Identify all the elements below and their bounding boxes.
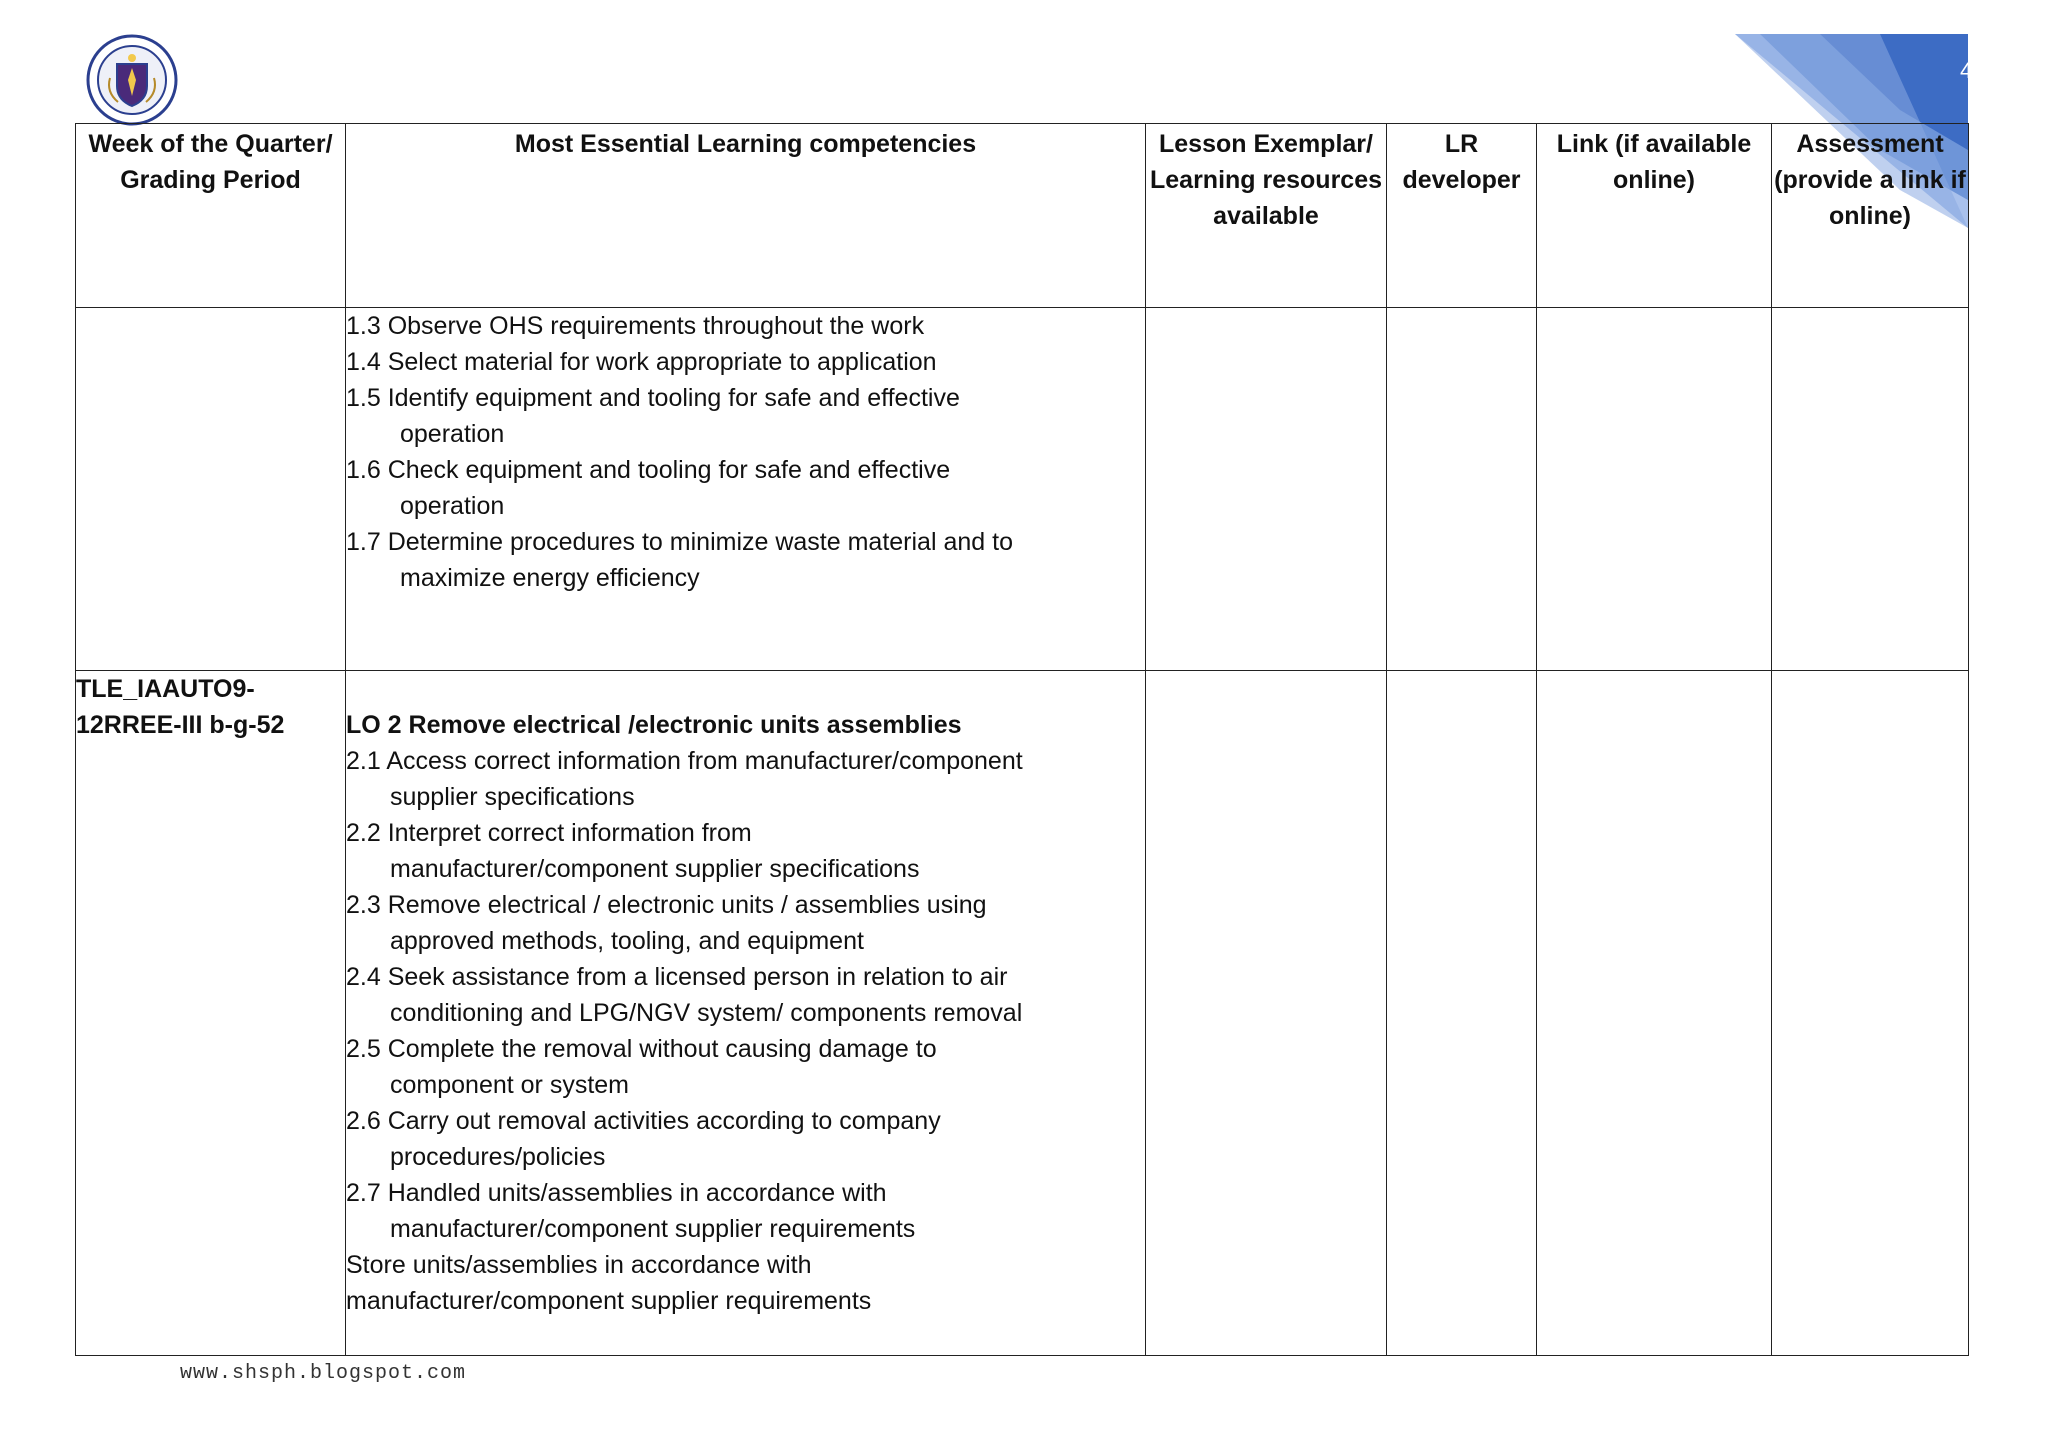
lesson-exemplar-cell bbox=[1146, 308, 1387, 671]
link-cell bbox=[1537, 671, 1772, 1356]
competency-line: 1.4 Select material for work appropriate to application bbox=[346, 348, 937, 376]
competency-line: 1.7 Determine procedures to minimize waste material and to bbox=[346, 528, 1013, 556]
competency-line: conditioning and LPG/NGV system/ components removal bbox=[390, 999, 1023, 1027]
header-competencies: Most Essential Learning competencies bbox=[346, 124, 1146, 308]
competency-line: procedures/policies bbox=[390, 1143, 606, 1171]
competency-line: 1.6 Check equipment and tooling for safe and effective bbox=[346, 456, 951, 484]
competency-line: 2.1 Access correct information from manufacturer/component bbox=[346, 747, 1023, 775]
lr-developer-cell bbox=[1387, 308, 1537, 671]
week-cell: TLE_IAAUTO9-12RREE-III b-g-52 bbox=[76, 671, 346, 1356]
deped-seal-icon bbox=[86, 34, 178, 126]
competency-line: 2.2 Interpret correct information from bbox=[346, 819, 752, 847]
assessment-cell bbox=[1772, 671, 1969, 1356]
header-link: Link (if available online) bbox=[1537, 124, 1772, 308]
competency-line: operation bbox=[400, 420, 505, 448]
header-week: Week of the Quarter/ Grading Period bbox=[76, 124, 346, 308]
footer-url: www.shsph.blogspot.com bbox=[180, 1362, 467, 1385]
competency-line: manufacturer/component supplier specifications bbox=[390, 855, 920, 883]
competency-line: manufacturer/component supplier requirements bbox=[346, 1287, 872, 1315]
header-assessment: Assessment (provide a link if online) bbox=[1772, 124, 1969, 308]
link-cell bbox=[1537, 308, 1772, 671]
table-row bbox=[76, 308, 1969, 671]
competency-line: operation bbox=[400, 492, 505, 520]
learning-outcome-title: LO 2 Remove electrical /electronic units assemblies bbox=[346, 711, 962, 739]
competency-line: Store units/assemblies in accordance with bbox=[346, 1251, 812, 1279]
lesson-exemplar-cell bbox=[1146, 671, 1387, 1356]
table-row bbox=[76, 671, 1969, 1356]
competency-line: 2.6 Carry out removal activities according to company bbox=[346, 1107, 941, 1135]
competency-line: 1.5 Identify equipment and tooling for safe and effective bbox=[346, 384, 960, 412]
competency-line: maximize energy efficiency bbox=[400, 564, 700, 592]
competency-line: 1.3 Observe OHS requirements throughout the work bbox=[346, 312, 925, 340]
competency-line: 2.7 Handled units/assemblies in accordance with bbox=[346, 1179, 887, 1207]
competency-line: 2.3 Remove electrical / electronic units / assemblies using bbox=[346, 891, 987, 919]
header-lesson-exemplar: Lesson Exemplar/ Learning resources available bbox=[1146, 124, 1387, 308]
lr-developer-cell bbox=[1387, 671, 1537, 1356]
competency-line: supplier specifications bbox=[390, 783, 635, 811]
competency-line: 2.4 Seek assistance from a licensed person in relation to air bbox=[346, 963, 1008, 991]
header-lr-developer: LR developer bbox=[1387, 124, 1537, 308]
competency-line: component or system bbox=[390, 1071, 629, 1099]
competency-line: 2.5 Complete the removal without causing damage to bbox=[346, 1035, 937, 1063]
competencies-cell bbox=[346, 671, 1146, 1356]
week-cell bbox=[76, 308, 346, 671]
competency-line: manufacturer/component supplier requirements bbox=[390, 1215, 916, 1243]
assessment-cell bbox=[1772, 308, 1969, 671]
competency-line bbox=[346, 671, 1145, 707]
competencies-cell bbox=[346, 308, 1146, 671]
competencies-table bbox=[75, 123, 1969, 1356]
competency-line: approved methods, tooling, and equipment bbox=[390, 927, 864, 955]
table-header-row bbox=[76, 124, 1969, 308]
page-number: 480 bbox=[1960, 58, 1997, 83]
